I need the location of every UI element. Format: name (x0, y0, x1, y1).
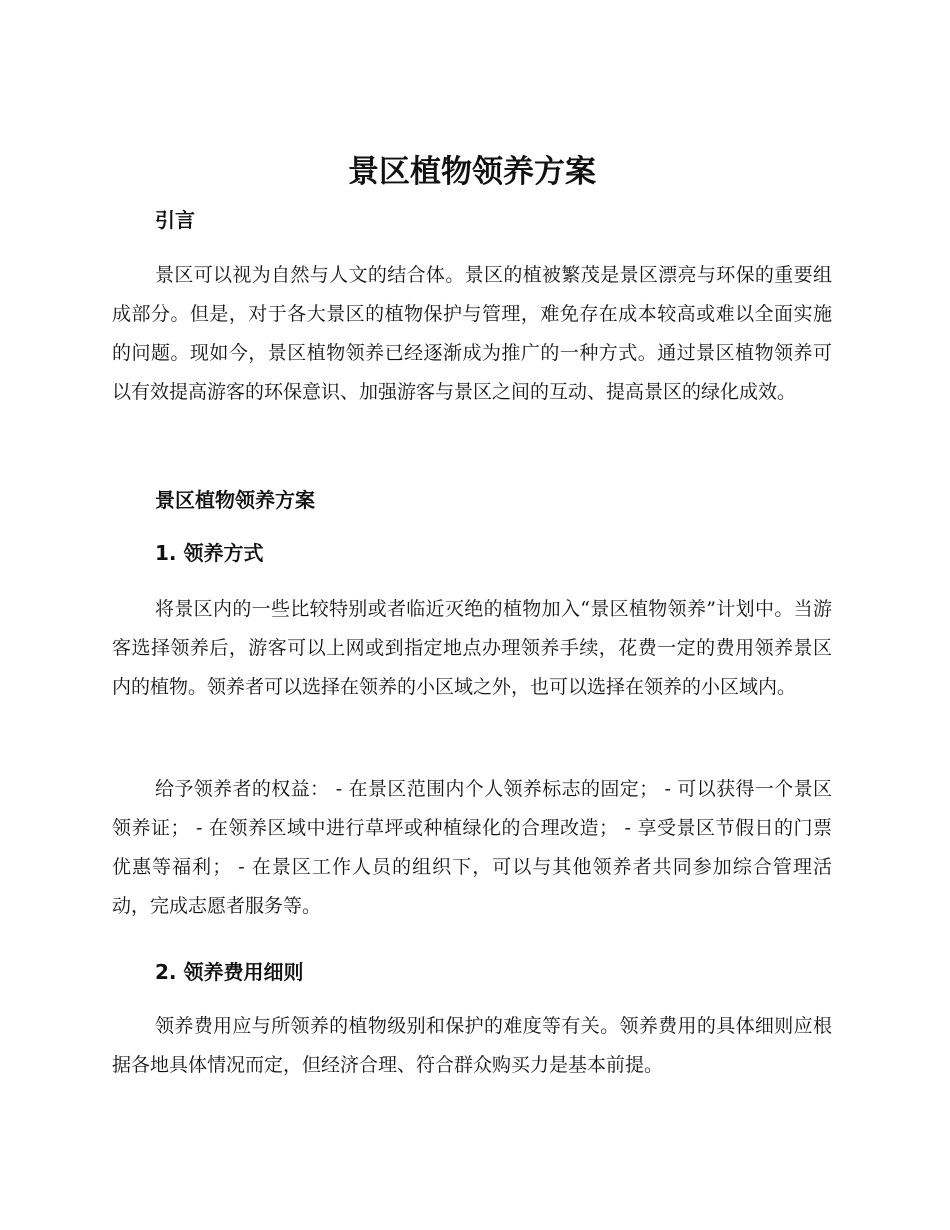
method-heading: 1. 领养方式 (155, 541, 264, 565)
fee-paragraph: 领养费用应与所领养的植物级别和保护的难度等有关。领养费用的具体细则应根据各地具体情况而定，但经济合理、符合群众购买力是基本前提。 (112, 1015, 832, 1076)
method-paragraph: 将景区内的一些比较特别或者临近灭绝的植物加入“景区植物领养”计划中。当游客选择领养后，游客可以上网或到指定地点办理领养手续，花费一定的费用领养景区内的植物。领养者可以选择在领养的小区域之外，也可以选择在领养的小区域内。 (112, 598, 832, 698)
fee-heading: 2. 领养费用细则 (155, 960, 304, 984)
rights-paragraph: 给予领养者的权益： - 在景区范围内个人领养标志的固定； - 可以获得一个景区领养证； - 在领养区域中进行草坪或种植绿化的合理改造； - 享受景区节假日的门票优惠等福利； - 在景区工作人员的组织下，可以与其他领养者共同参加综合管理活动，完成志愿者服务等。 (112, 778, 832, 917)
plan-heading: 景区植物领养方案 (155, 488, 315, 512)
intro-heading: 引言 (155, 208, 195, 232)
intro-paragraph: 景区可以视为自然与人文的结合体。景区的植被繁茂是景区漂亮与环保的重要组成部分。但是，对于各大景区的植物保护与管理，难免存在成本较高或难以全面实施的问题。现如今，景区植物领养已经逐渐成为推广的一种方式。通过景区植物领养可以有效提高游客的环保意识、加强游客与景区之间的互动、提高景区的绿化成效。 (112, 264, 832, 403)
document-title: 景区植物领养方案 (348, 154, 596, 190)
